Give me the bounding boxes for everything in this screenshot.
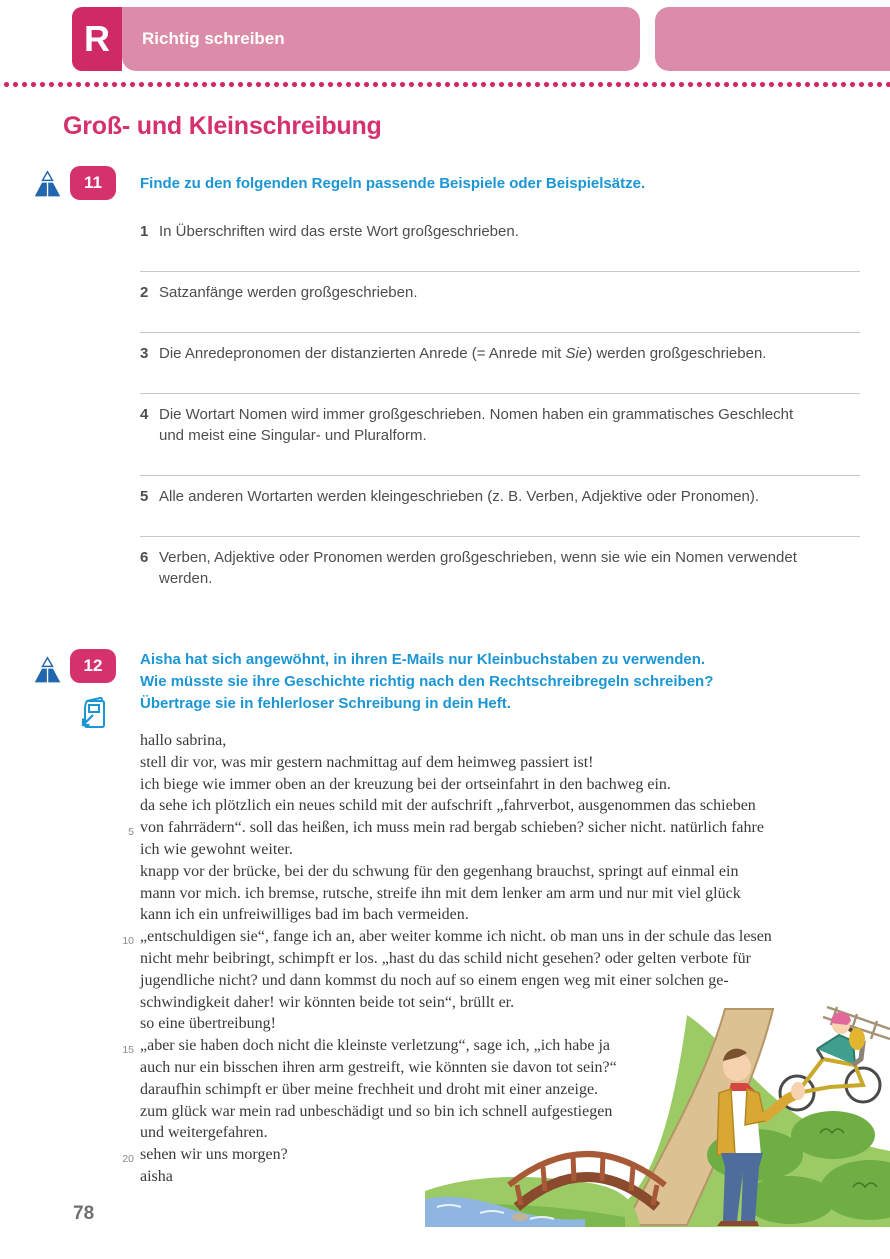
story-line-text: sehen wir uns morgen? [140, 1146, 288, 1164]
story-line-text: „aber sie haben doch nicht die kleinste verletzung“, sage ich, „ich habe ja [140, 1037, 611, 1055]
story-line [140, 904, 880, 926]
story-line [140, 948, 880, 970]
story-line [122, 1144, 880, 1166]
story-line-number: 5 [128, 826, 134, 839]
story-line-number: 20 [122, 1153, 134, 1166]
rule-number: 6 [140, 549, 149, 566]
rule-text: Die Anredepronomen der distanzierten Anrede (= Anrede mit Sie) werden großgeschrieben. [159, 345, 767, 362]
story-line [140, 1013, 880, 1035]
story-line [140, 839, 880, 861]
exercise-instruction [140, 649, 890, 715]
chapter-letter-badge: R [72, 7, 122, 71]
transfer-to-notebook-icon [78, 695, 109, 732]
story-line-text: aisha [140, 1167, 173, 1185]
rule-text: Alle anderen Wortarten werden kleingeschrieben (z. B. Verben, Adjektive oder Pronomen). [159, 488, 760, 505]
dotted-divider [0, 81, 890, 88]
story-line-text: schwindigkeit daher! wir könnten beide tot sein“, brüllt er. [140, 993, 515, 1011]
story-line-number: 10 [122, 935, 134, 948]
story-line-text: daraufhin schimpft er über meine frechheit und droht mit einer anzeige. [140, 1080, 599, 1098]
story-line [140, 1079, 880, 1101]
story-line-text: ich wie gewohnt weiter. [140, 840, 293, 858]
rule-text: Satzanfänge werden großgeschrieben. [159, 284, 418, 301]
story-line-text: auch nur ein bisschen ihren arm gestreift, wie könnten sie davon tot sein?“ [140, 1058, 617, 1076]
story-line-text: stell dir vor, was mir gestern nachmittag auf dem heimweg passiert ist! [140, 753, 594, 771]
story-line [140, 1101, 880, 1123]
story-line-text: hallo sabrina, [140, 732, 227, 749]
story-line [140, 992, 880, 1014]
story-line [122, 926, 880, 948]
difficulty-pyramid-icon [32, 655, 63, 686]
story-line [140, 1057, 880, 1079]
rule-number: 3 [140, 345, 149, 362]
instruction-line: Aisha hat sich angewöhnt, in ihren E-Mails nur Kleinbuchstaben zu verwenden. [140, 651, 706, 668]
story-line-text: knapp vor der brücke, bei der du schwung für den gegenhang brauchst, springt auf einmal ein [140, 862, 739, 880]
rule-number: 4 [140, 406, 149, 423]
rules-list [140, 211, 860, 618]
story-line [140, 730, 880, 752]
rule-item [140, 332, 860, 393]
story-line-text: jugendliche nicht? und dann kommst du noch auf so einem engen weg mit einer solchen ge- [140, 971, 729, 989]
rule-item [140, 393, 860, 475]
chapter-title: Richtig schreiben [142, 29, 285, 48]
instruction-line: Übertrage sie in fehlerloser Schreibung in dein Heft. [140, 695, 511, 712]
story-line-text: mann vor mich. ich bremse, rutsche, streife ihn mit dem lenker am arm und nur mit viel glück [140, 884, 741, 902]
story-line [140, 1122, 880, 1144]
exercise-number-badge: 12 [70, 649, 116, 683]
story-line-text: da sehe ich plötzlich ein neues schild mit der aufschrift „fahrverbot, ausgenommen das schieben [140, 797, 756, 815]
story-line [140, 795, 880, 817]
exercise-number-badge: 11 [70, 166, 116, 200]
story-line [128, 817, 880, 839]
page-title: Groß- und Kleinschreibung [63, 112, 382, 140]
rule-item [140, 271, 860, 332]
header-right-box [655, 7, 890, 71]
rule-item [140, 475, 860, 536]
exercise-12 [0, 649, 890, 1188]
story-line [140, 774, 880, 796]
story-line-text: von fahrrädern“. soll das heißen, ich muss mein rad bergab schieben? sicher nicht. natürlich fahre [140, 819, 764, 837]
rule-text: Die Wortart Nomen wird immer großgeschrieben. Nomen haben ein grammatisches Geschlecht und meist eine Singular- und Pluralform. [159, 406, 794, 444]
story-line [140, 970, 880, 992]
rule-text: Verben, Adjektive oder Pronomen werden großgeschrieben, wenn sie wie ein Nomen verwendet werden. [159, 549, 797, 587]
story-line [140, 1166, 880, 1188]
instruction-line: Wie müsste sie ihre Geschichte richtig nach den Rechtschreibregeln schreiben? [140, 673, 714, 690]
story-line-number: 15 [122, 1044, 134, 1057]
story-line [122, 1035, 880, 1057]
story-line-text: und weitergefahren. [140, 1124, 268, 1142]
story-line [140, 883, 880, 905]
rule-number: 2 [140, 284, 149, 301]
exercise-instruction: Finde zu den folgenden Regeln passende Beispiele oder Beispielsätze. [140, 175, 646, 192]
story-line-text: zum glück war mein rad unbeschädigt und so bin ich schnell aufgestiegen [140, 1102, 613, 1120]
story-line [140, 752, 880, 774]
rule-text: In Überschriften wird das erste Wort großgeschrieben. [159, 223, 519, 240]
story-line-text: nicht mehr beibringt, schimpft er los. „hast du das schild nicht gesehen? oder gelten verbote für [140, 949, 751, 967]
difficulty-pyramid-icon [32, 169, 63, 200]
rule-item [140, 211, 860, 271]
story-line-text: kann ich ein unfreiwilliges bad im bach vermeiden. [140, 906, 469, 924]
story-line-text: „entschuldigen sie“, fange ich an, aber weiter komme ich nicht. ob man uns in der schule das lesen [140, 928, 772, 946]
chapter-title-box [122, 7, 640, 71]
rule-item [140, 536, 860, 618]
story-line-text: ich biege wie immer oben an der kreuzung bei der ortseinfahrt in den bachweg ein. [140, 775, 671, 793]
rule-number: 5 [140, 488, 149, 505]
story-text [122, 730, 880, 1188]
page-number: 78 [73, 1203, 95, 1224]
story-line-text: so eine übertreibung! [140, 1015, 276, 1033]
rule-number: 1 [140, 223, 149, 240]
story-line [140, 861, 880, 883]
exercise-11 [0, 166, 890, 618]
